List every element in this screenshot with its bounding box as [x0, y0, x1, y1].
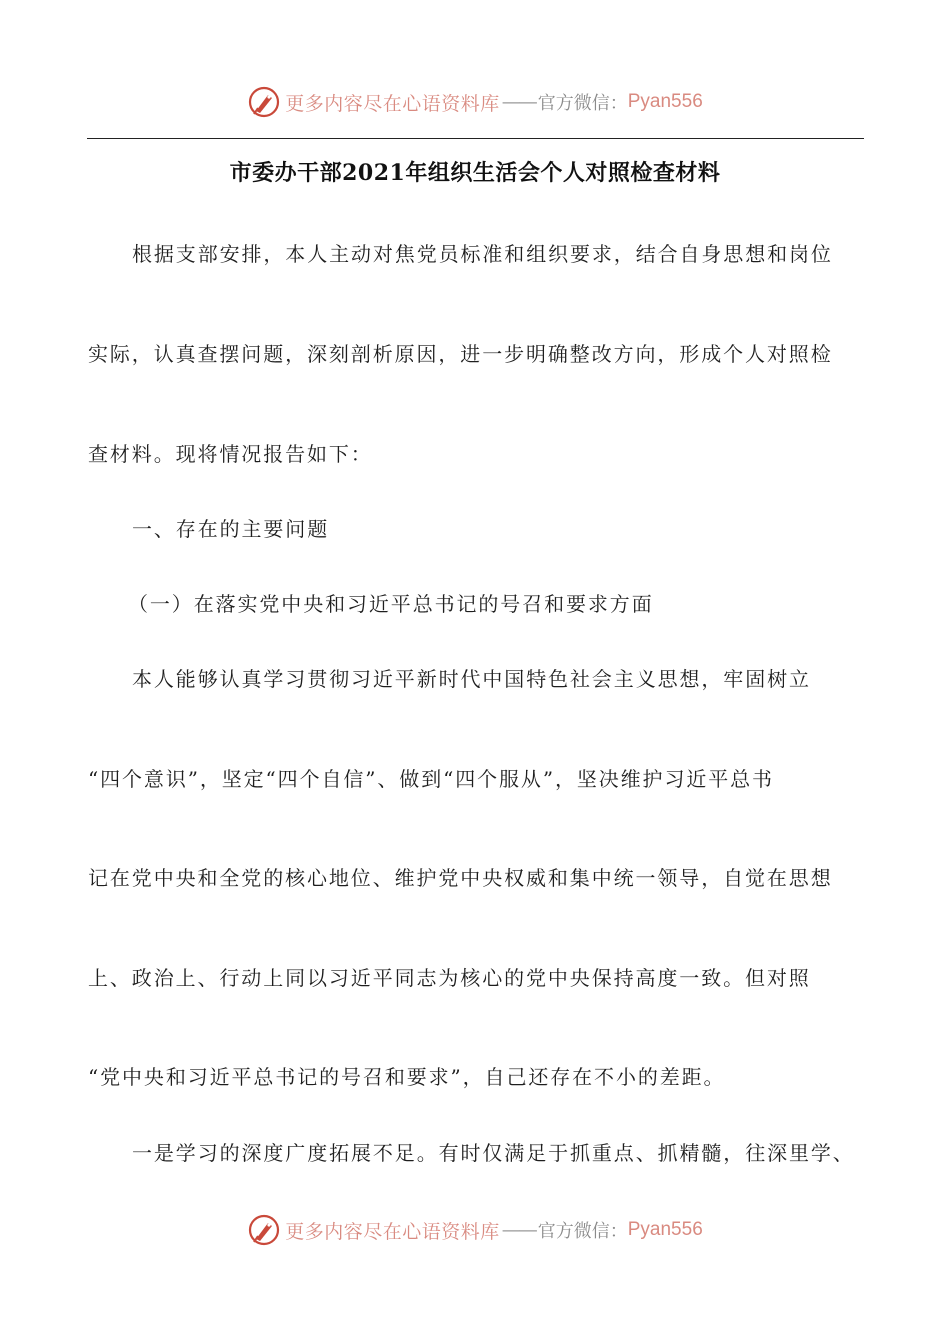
- banner-wechat-label: 官方微信：: [537, 1221, 628, 1242]
- banner-account: Pyan556: [627, 1219, 703, 1240]
- banner-site-text: 更多内容尽在心语资料库: [285, 1220, 500, 1243]
- banner-account: Pyan556: [627, 91, 703, 112]
- banner-wechat-label: 官方微信：: [537, 93, 628, 114]
- footer-banner: [0, 1208, 950, 1252]
- section-heading: 一、存在的主要问题: [132, 517, 330, 541]
- body-line: 记在党中央和全党的核心地位、维护党中央权威和集中统一领导，自觉在思想: [88, 866, 833, 890]
- banner-site-text: 更多内容尽在心语资料库: [285, 92, 500, 115]
- body-line: “四个意识”，坚定“四个自信”、做到“四个服从”，坚决维护习近平总书: [88, 767, 774, 791]
- pen-nib-logo-icon: [247, 85, 281, 119]
- header-rule: [87, 138, 864, 139]
- body-line: 上、政治上、行动上同以习近平同志为核心的党中央保持高度一致。但对照: [88, 966, 811, 990]
- body-line: 查材料。现将情况报告如下：: [88, 442, 373, 466]
- body-line: 根据支部安排，本人主动对焦党员标准和组织要求，结合自身思想和岗位: [132, 242, 833, 266]
- banner-dash: ——: [501, 1219, 536, 1241]
- header-banner: [0, 80, 950, 124]
- body-line: 一是学习的深度广度拓展不足。有时仅满足于抓重点、抓精髓，往深里学、: [132, 1141, 855, 1165]
- body-line: “党中央和习近平总书记的号召和要求”，自己还存在不小的差距。: [88, 1065, 726, 1089]
- document-title: 市委办干部2021年组织生活会个人对照检查材料: [229, 160, 721, 186]
- banner-dash: ——: [501, 91, 536, 113]
- pen-nib-logo-icon: [247, 1213, 281, 1247]
- body-line: 实际，认真查摆问题，深刻剖析原因，进一步明确整改方向，形成个人对照检: [88, 342, 833, 366]
- body-line: 本人能够认真学习贯彻习近平新时代中国特色社会主义思想，牢固树立: [132, 667, 811, 691]
- subsection-heading: （一）在落实党中央和习近平总书记的号召和要求方面: [128, 592, 654, 616]
